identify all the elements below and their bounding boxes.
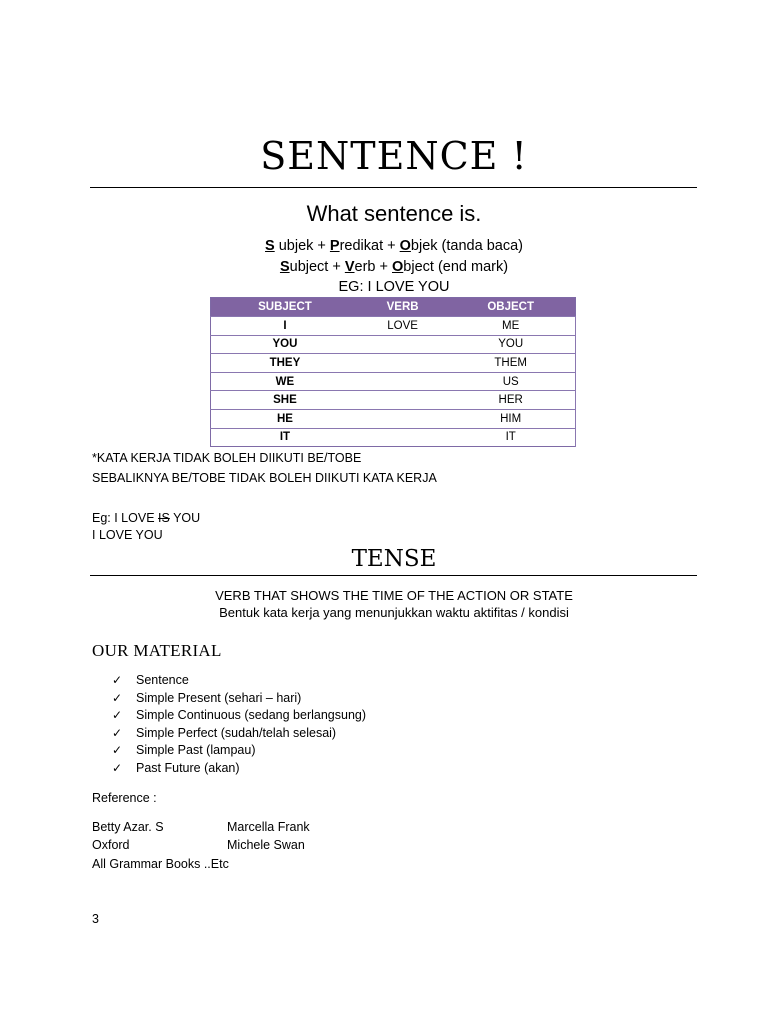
list-item-label: Simple Past (lampau) bbox=[136, 743, 256, 758]
table-row bbox=[211, 428, 576, 447]
cell-object: YOU bbox=[446, 335, 575, 354]
header-subject: SUBJECT bbox=[211, 298, 359, 317]
tense-title: TENSE bbox=[351, 546, 437, 572]
tense-divider bbox=[90, 575, 697, 576]
checkmark-icon: ✓ bbox=[112, 743, 123, 758]
cell-object: HIM bbox=[446, 409, 575, 428]
checkmark-icon: ✓ bbox=[112, 708, 123, 723]
list-item bbox=[112, 707, 366, 725]
list-item-label: Sentence bbox=[136, 673, 189, 687]
rule-note-2: SEBALIKNYA BE/TOBE TIDAK BOLEH DIIKUTI KATA KERJA bbox=[92, 471, 437, 485]
tense-definition-indonesian: Bentuk kata kerja yang menunjukkan waktu aktifitas / kondisi bbox=[219, 605, 569, 620]
reference-item: Betty Azar. S bbox=[92, 820, 164, 834]
cell-object: IT bbox=[446, 428, 575, 447]
cell-verb bbox=[359, 391, 446, 410]
formula-english bbox=[0, 257, 768, 277]
cell-verb bbox=[359, 409, 446, 428]
cell-subject: I bbox=[211, 317, 359, 336]
formula-text: ubject + bbox=[289, 259, 345, 275]
table-row bbox=[211, 372, 576, 391]
cell-subject: HE bbox=[211, 409, 359, 428]
cell-subject: WE bbox=[211, 372, 359, 391]
table-row bbox=[211, 409, 576, 428]
header-object: OBJECT bbox=[446, 298, 575, 317]
formula-letter: V bbox=[344, 259, 355, 275]
formula-indonesian bbox=[0, 236, 768, 256]
cell-object: HER bbox=[446, 391, 575, 410]
cell-object: ME bbox=[446, 317, 575, 336]
page-number: 3 bbox=[92, 912, 99, 926]
formula-text: ubjek + bbox=[274, 238, 330, 254]
checkmark-icon: ✓ bbox=[112, 673, 123, 687]
reference-item: Michele Swan bbox=[227, 838, 305, 852]
list-item bbox=[112, 742, 366, 760]
formula-letter: S bbox=[279, 259, 290, 275]
page-title: SENTENCE ! bbox=[260, 134, 528, 178]
cell-verb bbox=[359, 372, 446, 391]
formula-text: bject (end mark) bbox=[403, 259, 509, 275]
example-line: EG: I LOVE YOU bbox=[338, 279, 450, 295]
reference-label: Reference : bbox=[92, 791, 157, 805]
formula-letter: P bbox=[329, 238, 340, 254]
tense-definition-english: VERB THAT SHOWS THE TIME OF THE ACTION OR STATE bbox=[215, 588, 573, 603]
correct-example: I LOVE YOU bbox=[92, 528, 163, 542]
formula-text: redikat + bbox=[339, 238, 400, 254]
material-heading: OUR MATERIAL bbox=[92, 641, 222, 660]
rule-note-1: *KATA KERJA TIDAK BOLEH DIIKUTI BE/TOBE bbox=[92, 451, 362, 465]
list-item-label: Simple Continuous (sedang berlangsung) bbox=[136, 708, 367, 723]
table-row bbox=[211, 354, 576, 373]
cell-verb bbox=[359, 335, 446, 354]
table-row bbox=[211, 391, 576, 410]
list-item-label: Past Future (akan) bbox=[136, 760, 240, 775]
formula-letter: O bbox=[399, 238, 411, 254]
formula-text: bjek (tanda baca) bbox=[410, 238, 523, 254]
checkmark-icon: ✓ bbox=[112, 760, 123, 775]
header-verb: VERB bbox=[359, 298, 446, 317]
checkmark-icon: ✓ bbox=[112, 690, 123, 705]
table-row bbox=[211, 317, 576, 336]
material-list bbox=[112, 672, 366, 778]
reference-item: All Grammar Books ..Etc bbox=[92, 857, 229, 871]
list-item bbox=[112, 672, 366, 690]
cell-verb bbox=[359, 428, 446, 447]
reference-item: Oxford bbox=[92, 838, 130, 852]
reference-item: Marcella Frank bbox=[227, 820, 310, 834]
cell-verb bbox=[359, 354, 446, 373]
cell-object: US bbox=[446, 372, 575, 391]
wrong-example-prefix: Eg: I LOVE bbox=[92, 511, 159, 525]
title-divider bbox=[90, 187, 697, 188]
cell-subject: YOU bbox=[211, 335, 359, 354]
pronoun-table bbox=[210, 297, 576, 447]
list-item bbox=[112, 760, 366, 778]
list-item bbox=[112, 725, 366, 743]
table-row bbox=[211, 335, 576, 354]
formula-letter: O bbox=[392, 259, 404, 275]
cell-verb: LOVE bbox=[359, 317, 446, 336]
checkmark-icon: ✓ bbox=[112, 725, 123, 740]
formula-text: erb + bbox=[354, 259, 392, 275]
formula-letter: S bbox=[265, 238, 275, 254]
list-item bbox=[112, 690, 366, 708]
cell-subject: THEY bbox=[211, 354, 359, 373]
wrong-example-suffix: YOU bbox=[169, 511, 201, 525]
table-header-row bbox=[211, 298, 576, 317]
list-item-label: Simple Present (sehari – hari) bbox=[136, 690, 302, 705]
list-item-label: Simple Perfect (sudah/telah selesai) bbox=[136, 725, 337, 740]
cell-object: THEM bbox=[446, 354, 575, 373]
struck-word: IS bbox=[158, 511, 170, 525]
wrong-example bbox=[92, 510, 200, 527]
section-subtitle: What sentence is. bbox=[306, 201, 482, 226]
cell-subject: SHE bbox=[211, 391, 359, 410]
cell-subject: IT bbox=[211, 428, 359, 447]
